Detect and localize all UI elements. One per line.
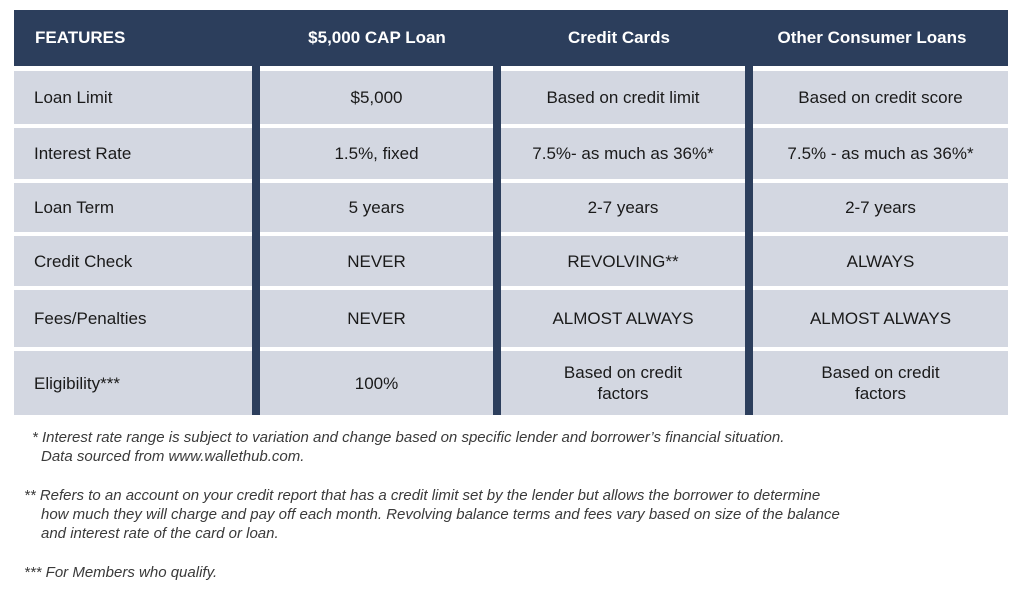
header-cap-loan: $5,000 CAP Loan: [308, 28, 446, 47]
cell-consumer-loans-eligibility: Based on credit factors: [753, 351, 1008, 415]
row-label-credit-check: Credit Check: [14, 236, 252, 286]
footnote-line: ** Refers to an account on your credit report that has a credit limit set by the lender but allows the borrower to determine: [24, 487, 821, 504]
cell-consumer-loans-credit-check: ALWAYS: [753, 236, 1008, 286]
column-divider: [745, 66, 753, 415]
footnote-line: Data sourced from www.wallethub.com.: [41, 448, 305, 465]
header-credit-cards: Credit Cards: [567, 28, 671, 47]
row-label-loan-term: Loan Term: [14, 183, 252, 232]
cell-cap-loan-term: 5 years: [260, 183, 493, 232]
cell-consumer-loans-fees-penalties: ALMOST ALWAYS: [753, 290, 1008, 347]
cell-credit-cards-fees-penalties: ALMOST ALWAYS: [501, 290, 745, 347]
cell-cap-fees-penalties: NEVER: [260, 290, 493, 347]
cell-consumer-loans-limit: Based on credit score: [753, 71, 1008, 124]
cell-cap-loan-limit: $5,000: [260, 71, 493, 124]
cell-consumer-loans-loan-term: 2-7 years: [753, 183, 1008, 232]
cell-cap-interest-rate: 1.5%, fixed: [260, 128, 493, 179]
row-label-eligibility: Eligibility***: [14, 351, 252, 415]
row-label-loan-limit: Loan Limit: [14, 71, 252, 124]
header-features: FEATURES: [35, 28, 126, 47]
table-header: [14, 10, 1008, 66]
cell-cap-eligibility: 100%: [260, 351, 493, 415]
header-consumer-loans: Other Consumer Loans: [777, 28, 967, 47]
footnote-interest-rate: [24, 428, 1004, 466]
column-divider: [493, 66, 501, 415]
cell-credit-cards-loan-term: 2-7 years: [501, 183, 745, 232]
footnote-eligibility: [24, 563, 1004, 582]
comparison-table: [14, 10, 1008, 415]
row-label-interest-rate: Interest Rate: [14, 128, 252, 179]
footnote-line: * Interest rate range is subject to variation and change based on specific lender and borrower’s financial situation.: [32, 429, 785, 446]
footnote-line: how much they will charge and pay off each month. Revolving balance terms and fees vary based on size of the balance: [41, 506, 840, 523]
row-label-fees-penalties: Fees/Penalties: [14, 290, 252, 347]
cell-consumer-loans-interest-rate: 7.5% - as much as 36%*: [753, 128, 1008, 179]
footnote-line: and interest rate of the card or loan.: [41, 525, 279, 542]
cell-credit-cards-limit: Based on credit limit: [501, 71, 745, 124]
cell-credit-cards-eligibility: Based on credit factors: [501, 351, 745, 415]
cell-credit-cards-credit-check: REVOLVING**: [501, 236, 745, 286]
footnote-line: *** For Members who qualify.: [24, 564, 218, 581]
column-divider: [252, 66, 260, 415]
cell-cap-credit-check: NEVER: [260, 236, 493, 286]
footnote-revolving: [24, 486, 1004, 543]
cell-credit-cards-interest-rate: 7.5%- as much as 36%*: [501, 128, 745, 179]
